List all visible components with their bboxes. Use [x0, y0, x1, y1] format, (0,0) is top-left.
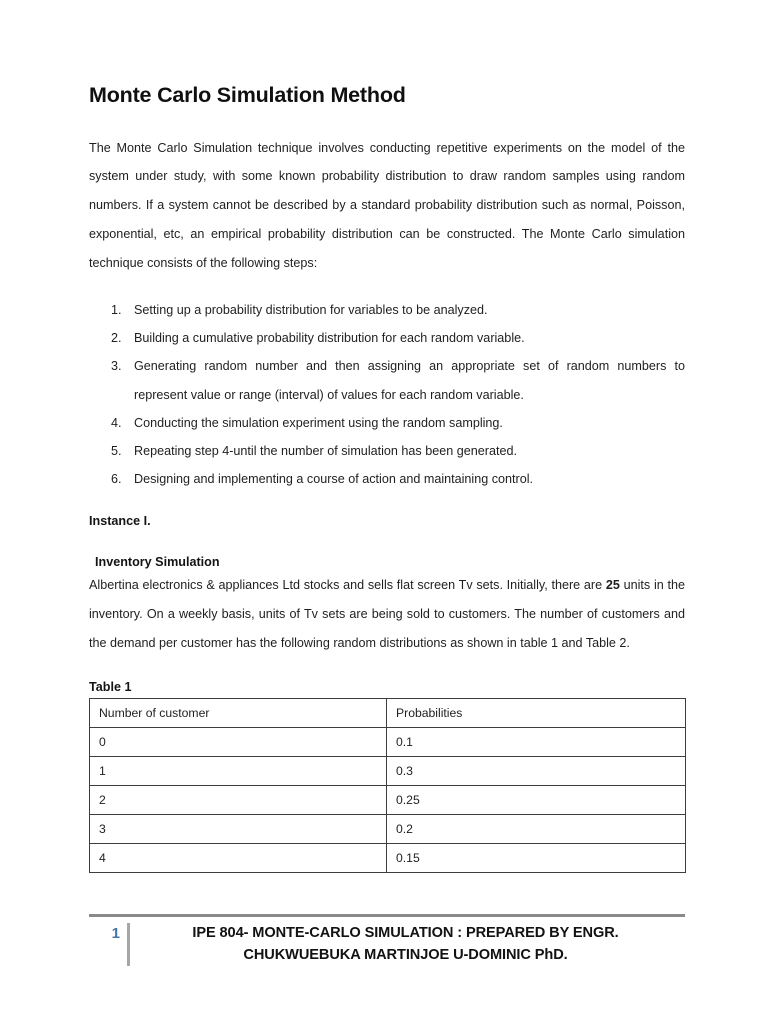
- probability-table: [89, 698, 686, 873]
- document-content: [89, 84, 685, 873]
- list-item-number: 5.: [111, 444, 122, 459]
- page-footer: [89, 914, 685, 966]
- table-cell-probability: 0.3: [387, 756, 686, 785]
- footer-line-2: CHUKWUEBUKA MARTINJOE U-DOMINIC PhD.: [243, 946, 568, 963]
- list-item: [89, 352, 685, 409]
- list-item-number: 1.: [111, 302, 122, 317]
- table-column-header: Number of customer: [90, 698, 387, 727]
- list-item-number: 4.: [111, 415, 122, 430]
- table-row: [90, 814, 686, 843]
- list-item: [89, 465, 685, 493]
- footer-text: [140, 923, 685, 966]
- table-cell-probability: 0.1: [387, 727, 686, 756]
- table-cell-customer: 4: [90, 843, 387, 872]
- footer-divider-rule: [89, 914, 685, 917]
- table-row: [90, 727, 686, 756]
- problem-paragraph-part2: units in the inventory. On a weekly basis, units of Tv sets are being sold to customers. The number of customers and the demand per customer has the following random distributions as shown in table 1 and Table 2.: [89, 578, 685, 651]
- list-item-text: Setting up a probability distribution for variables to be analyzed.: [134, 302, 488, 317]
- list-item-text: Generating random number and then assigning an appropriate set of random numbers to represent value or range (interval) of values for each random variable.: [134, 359, 685, 402]
- list-item: [89, 437, 685, 465]
- table-cell-customer: 3: [90, 814, 387, 843]
- list-item: [89, 324, 685, 352]
- footer-line-1: IPE 804- MONTE-CARLO SIMULATION : PREPARED BY ENGR.: [192, 925, 619, 941]
- instance-heading: Instance I.: [89, 513, 151, 528]
- list-item: [89, 409, 685, 437]
- footer-row: [89, 923, 685, 966]
- problem-paragraph: [89, 571, 685, 657]
- list-item-number: 3.: [111, 359, 122, 374]
- list-item-text: Building a cumulative probability distribution for each random variable.: [134, 330, 525, 345]
- list-item-text: Repeating step 4-until the number of simulation has been generated.: [134, 444, 517, 459]
- table-cell-probability: 0.2: [387, 814, 686, 843]
- table-cell-probability: 0.15: [387, 843, 686, 872]
- table-column-header: Probabilities: [387, 698, 686, 727]
- list-item: [89, 296, 685, 324]
- page-number: 1: [111, 925, 120, 942]
- table-cell-customer: 2: [90, 785, 387, 814]
- problem-paragraph-part1: Albertina electronics & appliances Ltd stocks and sells flat screen Tv sets. Initially, there are: [89, 578, 606, 593]
- problem-paragraph-emphasis: 25: [605, 578, 620, 593]
- table-row: [90, 843, 686, 872]
- table-cell-customer: 0: [90, 727, 387, 756]
- list-item-text: Designing and implementing a course of action and maintaining control.: [134, 472, 534, 487]
- list-item-text: Conducting the simulation experiment using the random sampling.: [134, 415, 503, 430]
- table-row: [90, 785, 686, 814]
- footer-vertical-divider: [127, 923, 130, 966]
- section-heading-inventory-simulation: Inventory Simulation: [95, 554, 220, 569]
- steps-list: [89, 296, 685, 494]
- table-cell-probability: 0.25: [387, 785, 686, 814]
- table-header-row: [90, 698, 686, 727]
- table-label: Table 1: [89, 679, 132, 694]
- intro-paragraph: The Monte Carlo Simulation technique involves conducting repetitive experiments on the model of the system under study, with some known probability distribution to draw random samples using random numbers. If a system cannot be described by a standard probability distribution such as normal, Poisson, exponential, etc, an empirical probability distribution can be constructed. The Monte Carlo simulation technique consists of the following steps:: [89, 140, 685, 270]
- table-row: [90, 756, 686, 785]
- list-item-number: 2.: [111, 330, 122, 345]
- table-cell-customer: 1: [90, 756, 387, 785]
- list-item-number: 6.: [111, 472, 122, 487]
- page-title: Monte Carlo Simulation Method: [89, 83, 406, 107]
